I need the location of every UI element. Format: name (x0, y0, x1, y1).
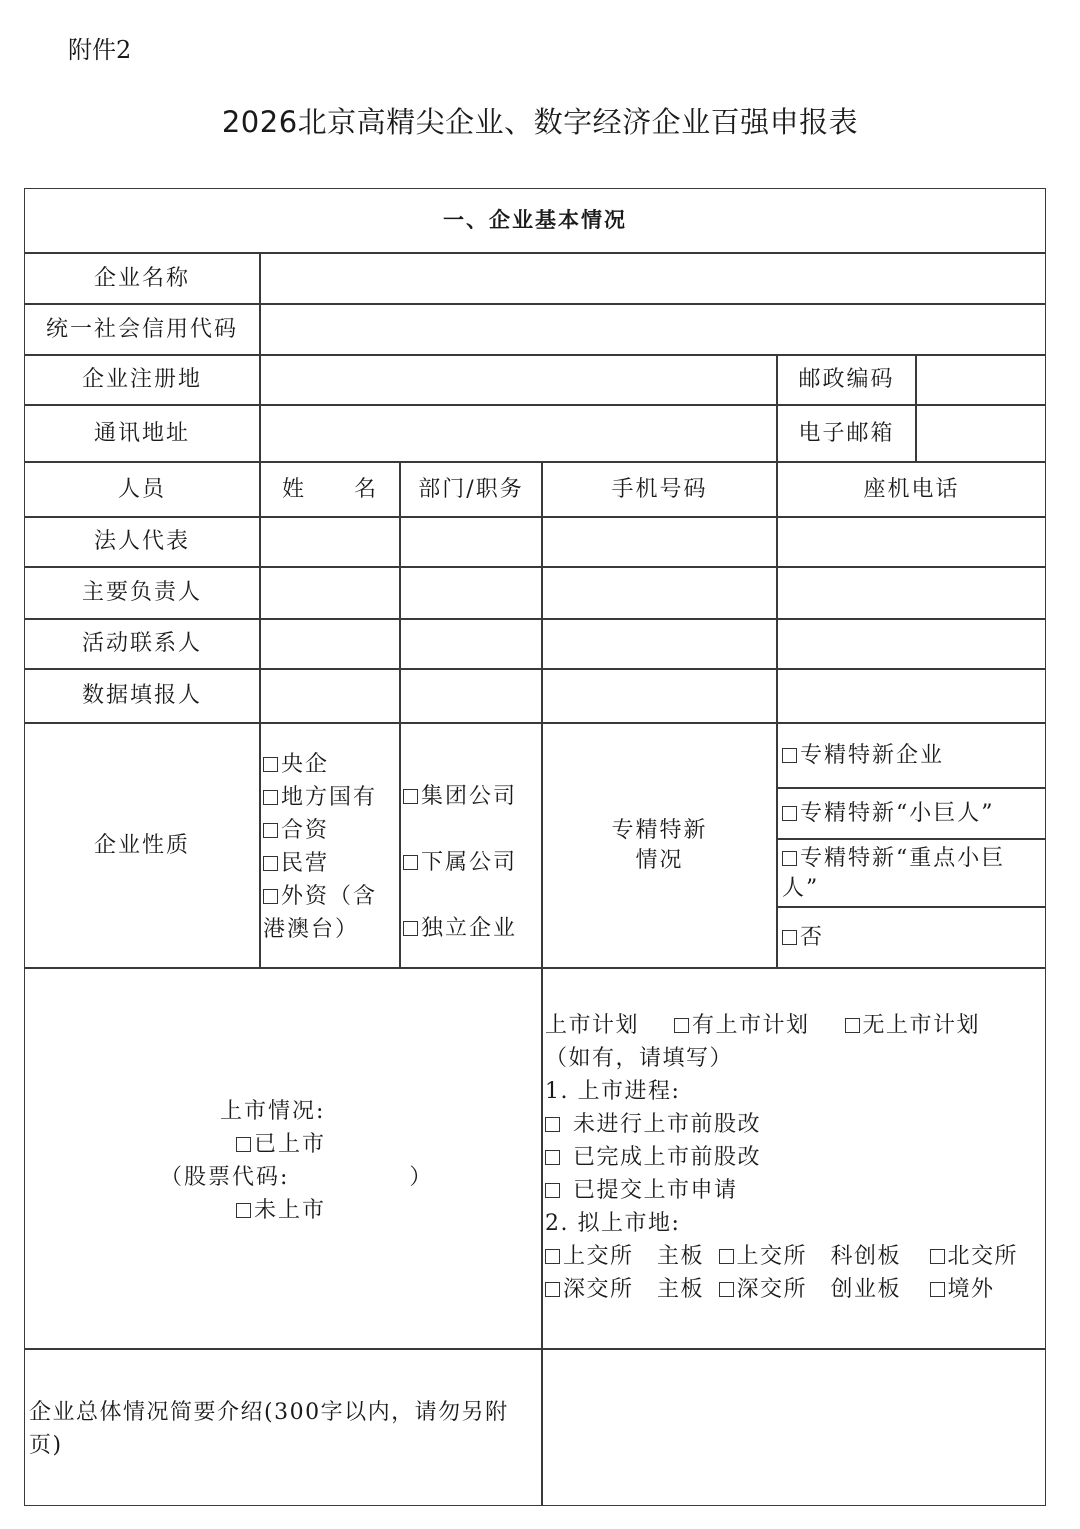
checkbox-icon (719, 1282, 734, 1297)
checkbox-icon (236, 1203, 251, 1218)
row-legal-rep-label: 法人代表 (24, 517, 260, 567)
progress-label: 1. 上市进程: (545, 1079, 681, 1104)
ownership-private-checkbox[interactable]: 民营 (263, 847, 377, 880)
application-form (25, 189, 1047, 1507)
mail-address-label: 通讯地址 (24, 405, 260, 462)
contact-name[interactable] (260, 619, 400, 669)
legal-rep-name[interactable] (260, 517, 400, 567)
mail-address-field[interactable] (260, 405, 777, 462)
progress-no-reform-checkbox[interactable]: 未进行上市前股改 (545, 1108, 1018, 1141)
plan-label: 上市计划 (545, 1013, 640, 1038)
ownership-options (260, 723, 400, 968)
credit-code-label: 统一社会信用代码 (24, 304, 260, 355)
checkbox-icon (263, 856, 278, 871)
row-data-filler-label: 数据填报人 (24, 669, 260, 723)
sme-option-enterprise[interactable]: 专精特新企业 (777, 723, 1046, 788)
company-name-field[interactable] (260, 253, 1046, 304)
ownership-foreign-cont: 港澳台） (263, 917, 360, 942)
page-title: 2026北京高精尖企业、数字经济企业百强申报表 (221, 105, 859, 139)
checkbox-icon (403, 855, 418, 870)
unlisted-checkbox[interactable]: 未上市 (236, 1194, 433, 1227)
plan-yes-checkbox[interactable]: 有上市计划 (674, 1013, 810, 1038)
checkbox-icon (930, 1249, 945, 1264)
checkbox-icon (782, 748, 797, 763)
progress-reform-done-checkbox[interactable]: 已完成上市前股改 (545, 1141, 1018, 1174)
checkbox-icon (845, 1018, 860, 1033)
structure-independent-checkbox[interactable]: 独立企业 (403, 896, 517, 962)
checkbox-icon (930, 1282, 945, 1297)
sme-option-key-cont: 人” (782, 875, 820, 901)
ownership-foreign-checkbox[interactable]: 外资（含 (263, 880, 377, 913)
legal-rep-dept[interactable] (400, 517, 542, 567)
contact-dept[interactable] (400, 619, 542, 669)
reg-address-field[interactable] (260, 355, 777, 405)
ownership-local-checkbox[interactable]: 地方国有 (263, 781, 377, 814)
principal-mobile[interactable] (542, 567, 777, 619)
checkbox-icon (674, 1018, 689, 1033)
sme-label-line2: 情况 (635, 847, 684, 873)
landline-header: 座机电话 (777, 462, 1046, 517)
principal-landline[interactable] (777, 567, 1046, 619)
credit-code-field[interactable] (260, 304, 1046, 355)
checkbox-icon (719, 1249, 734, 1264)
section-title: 一、企业基本情况 (24, 188, 1046, 253)
data-filler-name[interactable] (260, 669, 400, 723)
row-contact-label: 活动联系人 (24, 619, 260, 669)
venue-sse-main-checkbox[interactable]: 上交所 主板 (545, 1244, 704, 1269)
checkbox-icon (545, 1282, 560, 1297)
name-header: 姓 名 (260, 462, 400, 517)
checkbox-icon (545, 1150, 560, 1165)
checkbox-icon (545, 1249, 560, 1264)
sme-label (542, 723, 777, 968)
intro-label-line2: 页) (29, 1433, 63, 1458)
structure-subsidiary-checkbox[interactable]: 下属公司 (403, 830, 517, 896)
checkbox-icon (263, 790, 278, 805)
listing-status-cell (24, 968, 542, 1349)
checkbox-icon (545, 1117, 560, 1132)
plan-no-checkbox[interactable]: 无上市计划 (845, 1013, 981, 1038)
venue-szse-chinext-checkbox[interactable]: 深交所 创业板 (719, 1277, 902, 1302)
email-label: 电子邮箱 (777, 405, 916, 462)
stock-code-label: （股票代码: (160, 1165, 290, 1190)
venue-sse-star-checkbox[interactable]: 上交所 科创板 (719, 1244, 902, 1269)
data-filler-mobile[interactable] (542, 669, 777, 723)
venue-overseas-checkbox[interactable]: 境外 (930, 1277, 995, 1302)
checkbox-icon (403, 789, 418, 804)
venue-label: 2. 拟上市地: (545, 1211, 681, 1236)
sme-option-little-giant[interactable]: 专精特新“小巨人” (777, 788, 1046, 839)
checkbox-icon (545, 1183, 560, 1198)
listed-checkbox[interactable]: 已上市 (236, 1128, 433, 1161)
personnel-header: 人员 (24, 462, 260, 517)
structure-group-checkbox[interactable]: 集团公司 (403, 764, 517, 830)
intro-label-cell (24, 1349, 542, 1506)
contact-mobile[interactable] (542, 619, 777, 669)
sme-option-none[interactable]: 否 (777, 907, 1046, 968)
row-principal-label: 主要负责人 (24, 567, 260, 619)
postal-code-label: 邮政编码 (777, 355, 916, 405)
stock-code-close: ） (409, 1165, 434, 1190)
checkbox-icon (263, 757, 278, 772)
dept-header: 部门/职务 (400, 462, 542, 517)
checkbox-icon (782, 851, 797, 866)
checkbox-icon (263, 823, 278, 838)
reg-address-label: 企业注册地 (24, 355, 260, 405)
checkbox-icon (782, 806, 797, 821)
sme-option-key-little-giant[interactable]: 专精特新“重点小巨 人” (777, 839, 1046, 907)
checkbox-icon (782, 930, 797, 945)
ownership-jv-checkbox[interactable]: 合资 (263, 814, 377, 847)
nature-label: 企业性质 (24, 723, 260, 968)
principal-dept[interactable] (400, 567, 542, 619)
contact-landline[interactable] (777, 619, 1046, 669)
legal-rep-landline[interactable] (777, 517, 1046, 567)
attachment-label: 附件2 (68, 36, 132, 64)
data-filler-dept[interactable] (400, 669, 542, 723)
principal-name[interactable] (260, 567, 400, 619)
venue-szse-main-checkbox[interactable]: 深交所 主板 (545, 1277, 704, 1302)
ownership-soe-checkbox[interactable]: 央企 (263, 748, 377, 781)
email-field[interactable] (916, 405, 1046, 462)
checkbox-icon (403, 921, 418, 936)
listing-plan-cell (542, 968, 1046, 1349)
progress-submitted-checkbox[interactable]: 已提交上市申请 (545, 1174, 1018, 1207)
checkbox-icon (236, 1137, 251, 1152)
listing-label: 上市情况: (220, 1099, 326, 1124)
checkbox-icon (263, 889, 278, 904)
company-name-label: 企业名称 (24, 253, 260, 304)
fill-note: （如有，请填写） (545, 1046, 734, 1071)
mobile-header: 手机号码 (542, 462, 777, 517)
venue-bse-checkbox[interactable]: 北交所 (930, 1244, 1019, 1269)
intro-field[interactable] (542, 1349, 1046, 1506)
sme-label-line1: 专精特新 (611, 817, 708, 843)
structure-options (400, 723, 542, 968)
data-filler-landline[interactable] (777, 669, 1046, 723)
intro-label-line1: 企业总体情况简要介绍(300字以内，请勿另附 (29, 1400, 509, 1425)
legal-rep-mobile[interactable] (542, 517, 777, 567)
postal-code-field[interactable] (916, 355, 1046, 405)
